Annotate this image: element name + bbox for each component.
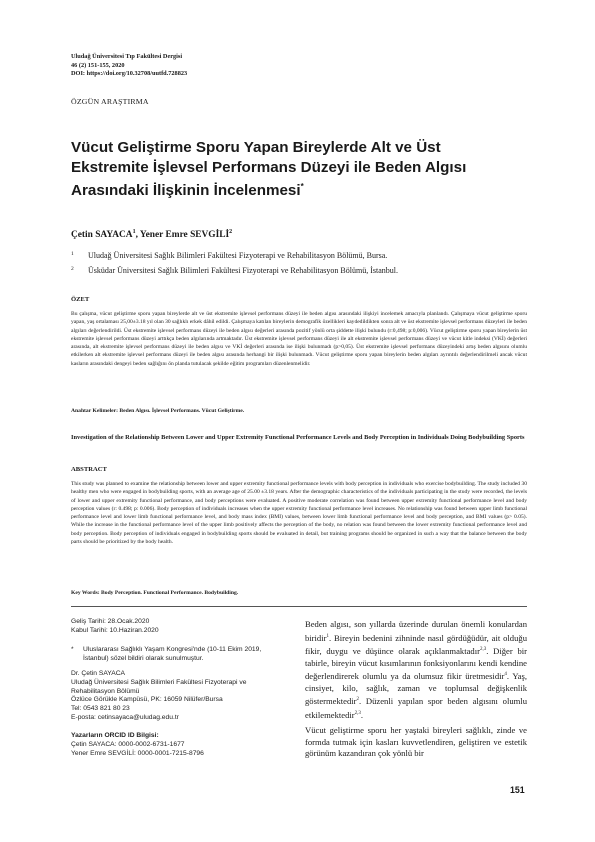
affiliation (71, 251, 531, 261)
note-text: Uluslararası Sağlıklı Yaşam Kongresi'nde (10-11 Ekim 2019, İstanbul) sözel bildiri olarak sunulmuştur. (83, 646, 262, 662)
orcid-line: Yener Emre SEVGİLİ: 0000-0001-7215-8796 (71, 749, 204, 757)
accepted-date: Kabul Tarihi: 10.Haziran.2020 (71, 626, 159, 634)
journal-issue: 46 (2) 151-155, 2020 (71, 61, 125, 69)
title-line: Ekstremite İşlevsel Performans Düzeyi ile Beden Algısı (71, 158, 467, 176)
affiliation-text: Uludağ Üniversitesi Sağlık Bilimleri Fakültesi Fizyoterapi ve Rehabilitasyon Bölümü, Bursa. (88, 251, 388, 260)
correspondence (71, 670, 286, 723)
abstract-body: This study was planned to examine the relationship between lower and upper extremity functional performance levels with body perception in individuals who exercise bodybuilding. The study included 30 healthy men who were engaged in bodybuilding sports, with an average age of 25.00 ±3.18 years. After the demographic characteristics of the individuals participating in the study were recorded, the levels of lower and upper extremity functional performance, and body perceptions were evaluated. A positive moderate correlation was found between upper extremity functional performance level and body perception values (r: 0.498; p: 0.006). Body perception of individuals increases when the upper extremity functional performance level increases. No relationship was found between upper limb functional performance level and lower limb functional performance level, and body mass index (BMI) values, between lower limb functional performance level and body perception, and BMI values (p> 0.05). While the increase in the functional performance level of the upper limb positively affects the perception of the body, no relation was found between the lower extremity functional performance level and body perception. Body perception of individuals engaged in bodybuilding sports should be evaluated in detail, but training programs should be organized in such a way that the balance between the body parts should be prioritized by the body health. (71, 481, 527, 546)
ozet-heading: ÖZET (71, 296, 90, 303)
affiliation-number: 1 (71, 251, 74, 257)
paragraph: Beden algısı, son yıllarda üzerinde durulan önemli konulardan biridir$^1$. Bireyin bedenini zihninde nasıl gördüğüdür, ait olduğu fikir, duygu ve düşünce olarak açıklanmaktadır$^{2,3}$. Diğer bir tabirle, bireyin vücut kısımlarının fonksiyonlarını kendi kendine değerlendirerek olumlu ya da olumsuz fikir üretmesidir$^4$. Yaş, cinsiyet, kilo, sağlık, zaman ve toplumsal değişkenlik göstermektedir$^2$. Düzenli yapılan spor beden algısını olumlu etkilemektedir$^{2,3}$. (305, 619, 527, 720)
journal-name: Uludağ Üniversitesi Tıp Fakültesi Dergisi (71, 53, 183, 60)
english-title: Investigation of the Relationship Between Lower and Upper Extremity Functional Performance Levels and Body Perception in Individuals Doing Bodybuilding Sports (71, 434, 525, 441)
title-line: Arasındaki İlişkinin İncelenmesi* (71, 182, 304, 200)
contact-line: Özlüce Görükle Kampüsü, PK: 16059 Nilüfer/Bursa (71, 696, 223, 704)
author-name: Yener Emre SEVGİLİ (139, 230, 230, 241)
contact-email[interactable]: E-posta: cetinsayaca@uludag.edu.tr (71, 713, 179, 721)
article-title (71, 138, 531, 201)
authors: Çetin SAYACA$^1$, Yener Emre SEVGİLİ$^2$ (71, 229, 233, 241)
paragraph: Vücut geliştirme sporu her yaştaki bireyleri sağlıklı, zinde ve formda tutmak için kasları kuvvetlendiren, geliştiren ve estetik görünüm kazandıran çok yönlü bir (305, 725, 527, 759)
body-text (305, 619, 527, 764)
page-number: 151 (510, 785, 525, 795)
affiliation-text: Üsküdar Üniversitesi Sağlık Bilimleri Fakültesi Fizyoterapi ve Rehabilitasyon Bölümü, İstanbul. (88, 266, 398, 275)
conference-note (71, 646, 286, 664)
contact-line: Rehabilitasyon Bölümü (71, 687, 140, 695)
received-date: Geliş Tarihi: 28.Ocak.2020 (71, 618, 150, 625)
journal-header (71, 53, 187, 79)
affiliation-number: 2 (71, 266, 74, 272)
affiliation (71, 266, 531, 276)
section-divider (71, 606, 527, 607)
title-footnote-mark: * (300, 182, 304, 191)
author-affil-mark: 2 (229, 229, 233, 235)
note-mark: * (71, 646, 74, 653)
title-line: Vücut Geliştirme Sporu Yapan Bireylerde Alt ve Üst (71, 139, 441, 156)
author-affil-mark: 1 (132, 229, 136, 235)
contact-name: Dr. Çetin SAYACA (71, 670, 126, 677)
author-name: Çetin SAYACA (71, 230, 133, 241)
orcid-info (71, 732, 286, 758)
ozet-body: Bu çalışma, vücut geliştirme sporu yapan bireylerde alt ve üst ekstremite işlevsel performans düzeyi ile beden algısı arasındaki ilişkiyi incelemek amacıyla planlandı. Çalışmaya vücut geliştirme sporu yapan, yaş ortalaması 25,00±3.18 yıl olan 30 sağlıklı erkek dâhil edildi. Çalışmaya katılan bireylerin demografik özellikleri kaydedildikten sonra alt ve üst ekstremite işlevsel performans düzeyleri ile beden algıları değerlendirildi. Üst ekstremite işlevsel performans düzeyi ile beden algısı değerleri arasında pozitif yönlü orta şiddette ilişki bulundu (r:0,498; p:0,006). Vücut geliştirme sporu yapan bireylerin üst ekstremite işlevsel performans düzeyi arttıkça beden algılarında artmaktadır. Üst ekstremite işlevsel performans düzeyi ile alt ekstremite işlevsel performans düzeyi ve vücut kitle indeksi (VKİ) değerleri arasında, alt ekstremite işlevsel performans düzeyi ile beden algısı ve VKİ değerleri arasında ise ilişki bulunmadı (p>0,05). Üst ekstremite işlevsel performans düzeyindeki artış beden algısını olumlu etkilerken alt ekstremite işlevsel performans düzeyi ile beden algısı arasında herhangi bir ilişki bulunmadı. Vücut geliştirme sporu yapan bireylerin beden algıları ayrıntılı değerlendirilmeli ancak vücut kasların arasındaki dengeyi beden sağlığını ön planda tutulacak şekilde eğitim programları düzenlenmelidir. (71, 311, 527, 367)
dates (71, 618, 286, 636)
contact-line: Tel: 0543 821 80 23 (71, 705, 130, 713)
orcid-heading: Yazarların ORCID ID Bilgisi: (71, 732, 159, 739)
ozet-keywords: Anahtar Kelimeler: Beden Algısı. İşlevsel Performans. Vücut Geliştirme. (71, 408, 245, 414)
abstract-heading: ABSTRACT (71, 466, 107, 473)
orcid-line: Çetin SAYACA: 0000-0002-6731-1677 (71, 740, 185, 748)
journal-doi[interactable]: DOI: https://doi.org/10.32708/uutfd.728823 (71, 70, 188, 78)
contact-line: Uludağ Üniversitesi Sağlık Bilimleri Fakültesi Fizyoterapi ve (71, 678, 247, 686)
article-type: ÖZGÜN ARAŞTIRMA (71, 97, 149, 106)
abstract-keywords: Key Words: Body Perception. Functional Performance. Bodybuilding. (71, 590, 239, 596)
